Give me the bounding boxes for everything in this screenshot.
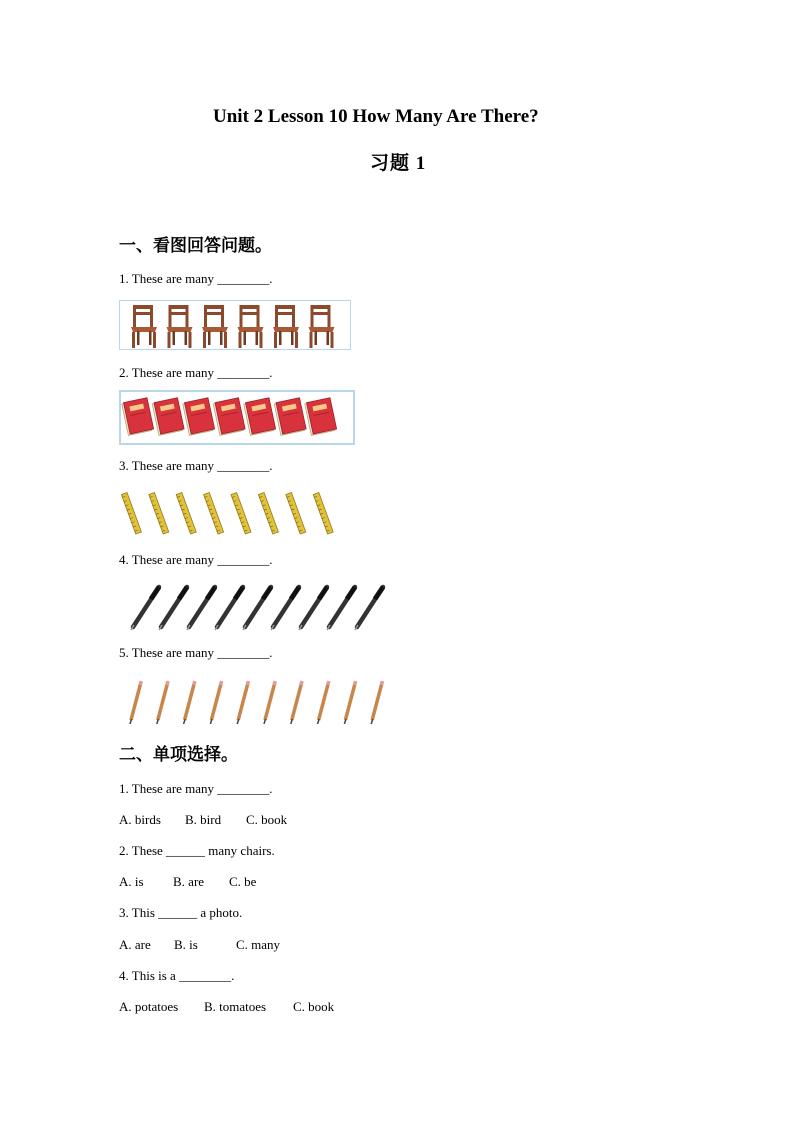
option-b[interactable]: B. tomatoes	[204, 999, 267, 1014]
section-heading-picture-questions: 一、看图回答问题。	[119, 236, 272, 256]
option-a[interactable]: A. is	[119, 874, 144, 889]
option-a[interactable]: A. are	[119, 937, 151, 952]
question-text: 4. These are many ________.	[119, 552, 273, 567]
pencil-icon	[264, 681, 275, 724]
pen-icon	[271, 587, 299, 630]
book-icon	[152, 398, 184, 436]
option-c[interactable]: C. many	[236, 937, 281, 952]
pen-icon	[299, 587, 327, 630]
pen-icon	[243, 587, 271, 630]
ruler-icon	[258, 493, 278, 535]
books-picture	[119, 390, 355, 445]
option-a[interactable]: A. birds	[119, 812, 161, 827]
pen-icon	[355, 587, 383, 630]
ruler-icon	[231, 493, 251, 535]
chair-icon	[202, 305, 228, 348]
book-icon	[122, 398, 154, 436]
answer-options	[119, 999, 334, 1015]
book-icon	[305, 398, 337, 436]
book-icon	[183, 398, 215, 436]
option-b[interactable]: B. is	[174, 937, 198, 952]
option-c[interactable]: C. be	[229, 874, 257, 889]
pencil-icon	[291, 681, 302, 724]
section-heading-multiple-choice: 二、单项选择。	[119, 745, 238, 765]
ruler-icon	[149, 493, 169, 535]
pencil-icon	[184, 681, 195, 724]
book-icon	[244, 398, 276, 436]
answer-options	[119, 937, 280, 953]
rulers-picture	[119, 488, 351, 536]
pencil-icon	[344, 681, 355, 724]
answer-options	[119, 812, 287, 828]
page-title: Unit 2 Lesson 10 How Many Are There?	[213, 106, 539, 127]
ruler-icon	[204, 493, 224, 535]
question-text: 2. These are many ________.	[119, 365, 273, 380]
question-text: 5. These are many ________.	[119, 645, 273, 660]
pen-icon	[159, 587, 187, 630]
pen-icon	[327, 587, 355, 630]
option-b[interactable]: B. bird	[185, 812, 222, 827]
ruler-icon	[286, 493, 306, 535]
chair-icon	[273, 305, 299, 348]
pencil-icon	[371, 681, 382, 724]
question-text: 3. These are many ________.	[119, 458, 273, 473]
question-text: 1. These are many ________.	[119, 781, 273, 796]
option-c[interactable]: C. book	[293, 999, 335, 1014]
ruler-icon	[313, 493, 333, 535]
chair-icon	[238, 305, 264, 348]
pen-icon	[131, 587, 159, 630]
chair-icon	[131, 305, 157, 348]
chair-icon	[167, 305, 193, 348]
answer-options	[119, 874, 256, 890]
pens-picture	[119, 581, 393, 631]
option-a[interactable]: A. potatoes	[119, 999, 179, 1014]
ruler-icon	[176, 493, 196, 535]
book-icon	[213, 398, 245, 436]
option-c[interactable]: C. book	[246, 812, 288, 827]
pen-icon	[215, 587, 243, 630]
chair-icon	[309, 305, 335, 348]
page-subtitle: 习题 1	[370, 153, 427, 174]
pencil-icon	[237, 681, 248, 724]
pen-icon	[187, 587, 215, 630]
question-text: 3. This ______ a photo.	[119, 905, 243, 920]
pencil-icon	[130, 681, 141, 724]
option-b[interactable]: B. are	[173, 874, 205, 889]
question-text: 4. This is a ________.	[119, 968, 235, 983]
pencils-picture	[119, 676, 389, 724]
pencil-icon	[318, 681, 329, 724]
question-text: 1. These are many ________.	[119, 271, 273, 286]
pencil-icon	[210, 681, 221, 724]
pencil-icon	[157, 681, 168, 724]
chairs-picture	[119, 300, 351, 350]
ruler-icon	[121, 493, 141, 535]
book-icon	[274, 398, 306, 436]
question-text: 2. These ______ many chairs.	[119, 843, 275, 858]
